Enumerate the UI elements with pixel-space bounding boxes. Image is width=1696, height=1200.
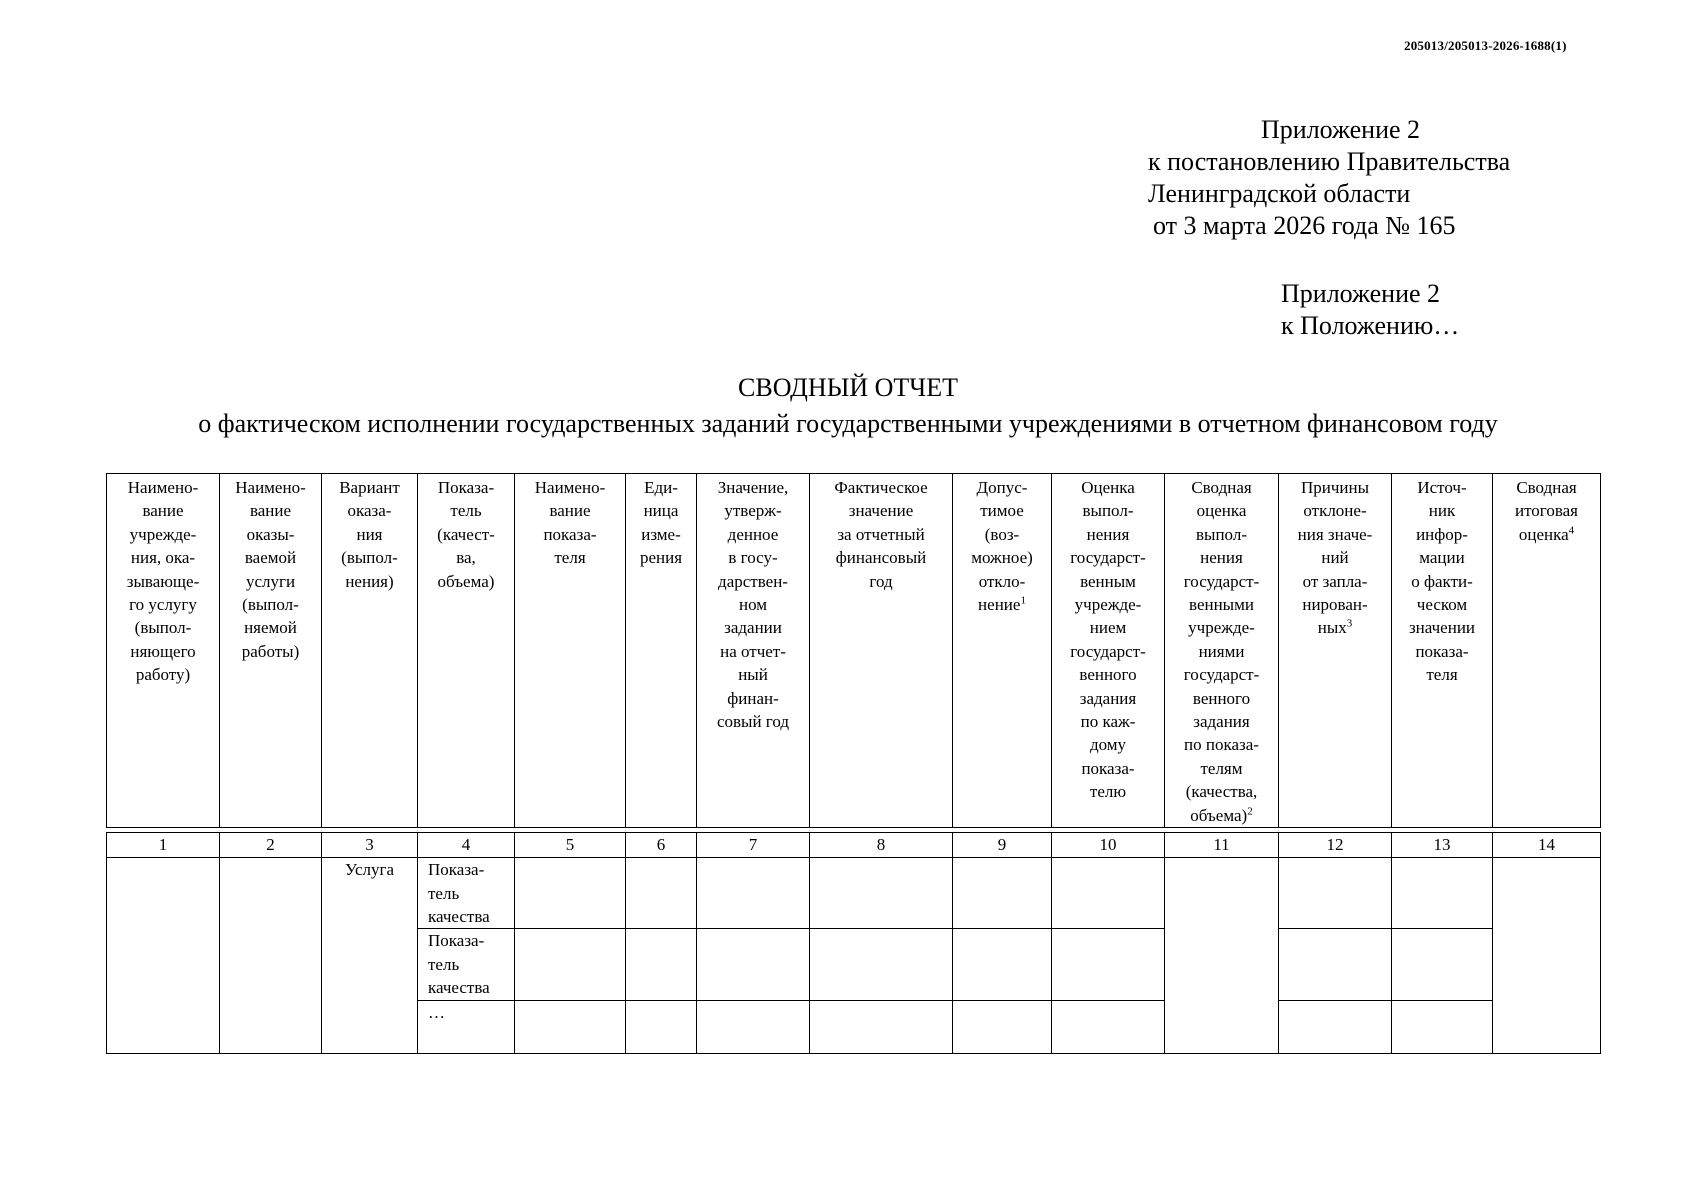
column-number: 13 bbox=[1392, 833, 1493, 858]
data-cell bbox=[1052, 1000, 1165, 1053]
institution-name-cell bbox=[107, 858, 220, 1053]
column-header-text: Сводная итоговая оценка bbox=[1514, 478, 1579, 544]
indicator-type-cell bbox=[418, 929, 515, 1000]
indicator-type-cell bbox=[418, 1000, 515, 1053]
column-number: 4 bbox=[418, 833, 515, 858]
data-cell bbox=[1392, 858, 1493, 929]
data-cell bbox=[697, 858, 810, 929]
variant-label: Услуга bbox=[344, 860, 395, 880]
table-header-row bbox=[107, 474, 1601, 828]
footnote-marker: 2 bbox=[1247, 805, 1253, 818]
column-header-text: Источ- ник инфор- мации о факти- ческом значении показа- теля bbox=[1408, 478, 1476, 685]
column-header bbox=[220, 474, 322, 828]
column-number-row bbox=[107, 833, 1601, 858]
footnote-marker: 3 bbox=[1346, 617, 1353, 630]
service-name-cell bbox=[220, 858, 322, 1053]
table-row bbox=[107, 858, 1601, 929]
column-header bbox=[1052, 474, 1165, 828]
data-cell bbox=[515, 858, 626, 929]
column-number: 7 bbox=[697, 833, 810, 858]
column-header bbox=[810, 474, 953, 828]
appendix-government-block bbox=[1148, 114, 1510, 242]
data-cell bbox=[810, 929, 953, 1000]
column-header-text: Оценка выпол- нения государст- венным учрежде- нием государст- венного задания по каж- дому показа- телю bbox=[1070, 478, 1146, 802]
column-header-text: Наимено- вание учрежде- ния, ока- зывающе- го услугу (выпол- няющего работу) bbox=[126, 478, 200, 685]
indicator-label: Показа- тель качества bbox=[428, 931, 490, 998]
data-cell bbox=[810, 858, 953, 929]
data-cell bbox=[697, 1000, 810, 1053]
data-cell bbox=[626, 929, 697, 1000]
column-number: 9 bbox=[953, 833, 1052, 858]
data-cell bbox=[1052, 929, 1165, 1000]
data-cell bbox=[1279, 1000, 1392, 1053]
appendix-regulation-block bbox=[1281, 278, 1459, 342]
column-header-text: Причины отклоне- ния значе- ний от запла- нирован- ных bbox=[1297, 478, 1373, 638]
footnote-marker: 4 bbox=[1568, 524, 1575, 537]
data-cell bbox=[810, 1000, 953, 1053]
column-number: 6 bbox=[626, 833, 697, 858]
summary-report-table bbox=[106, 473, 1601, 1054]
data-cell bbox=[1279, 858, 1392, 929]
column-header-text: Фактическое значение за отчетный финансовый год bbox=[834, 478, 928, 591]
column-number: 11 bbox=[1165, 833, 1279, 858]
indicator-label: … bbox=[428, 1002, 445, 1022]
data-cell bbox=[1392, 1000, 1493, 1053]
data-cell bbox=[1392, 929, 1493, 1000]
column-header-text: Допус- тимое (воз- можное) откло- нение bbox=[971, 478, 1033, 615]
column-header bbox=[1279, 474, 1392, 828]
column-header bbox=[1493, 474, 1601, 828]
data-cell bbox=[515, 1000, 626, 1053]
column-header-text: Сводная оценка выпол- нения государст- венными учрежде- ниями государст- венного задания по показа- телям (качества, объема) bbox=[1183, 478, 1260, 825]
column-number: 14 bbox=[1493, 833, 1601, 858]
final-evaluation-cell bbox=[1493, 858, 1601, 1053]
column-header bbox=[697, 474, 810, 828]
variant-cell bbox=[322, 858, 418, 1053]
report-subtitle: о фактическом исполнении государственных заданий государственными учреждениями в отчетном финансовом году bbox=[198, 409, 1498, 438]
column-number: 1 bbox=[107, 833, 220, 858]
document-number: 205013/205013-2026-1688(1) bbox=[1404, 38, 1567, 53]
data-cell bbox=[953, 858, 1052, 929]
data-cell bbox=[1279, 929, 1392, 1000]
summary-evaluation-cell bbox=[1165, 858, 1279, 1053]
column-header bbox=[626, 474, 697, 828]
data-cell bbox=[515, 929, 626, 1000]
column-number: 10 bbox=[1052, 833, 1165, 858]
appendix-gov-line: от 3 марта 2026 года № 165 bbox=[1153, 211, 1456, 240]
column-header-text: Показа- тель (качест- ва, объема) bbox=[437, 478, 495, 591]
column-number: 5 bbox=[515, 833, 626, 858]
data-cell bbox=[697, 929, 810, 1000]
column-header bbox=[107, 474, 220, 828]
data-cell bbox=[626, 858, 697, 929]
appendix-gov-line: к постановлению Правительства bbox=[1148, 147, 1511, 176]
data-cell bbox=[953, 929, 1052, 1000]
appendix-reg-line: Приложение 2 bbox=[1281, 279, 1441, 308]
appendix-gov-line: Ленинградской области bbox=[1148, 179, 1411, 208]
column-header-text: Наимено- вание показа- теля bbox=[534, 478, 606, 568]
column-number: 3 bbox=[322, 833, 418, 858]
data-cell bbox=[626, 1000, 697, 1053]
column-number: 8 bbox=[810, 833, 953, 858]
appendix-reg-line: к Положению… bbox=[1281, 311, 1460, 340]
column-number: 2 bbox=[220, 833, 322, 858]
column-header-text: Значение, утверж- денное в госу- дарствен- ном задании на отчет- ный финан- совый год bbox=[716, 478, 790, 732]
indicator-label: Показа- тель качества bbox=[428, 860, 490, 926]
data-cell bbox=[953, 1000, 1052, 1053]
column-number: 12 bbox=[1279, 833, 1392, 858]
column-header bbox=[515, 474, 626, 828]
indicator-type-cell bbox=[418, 858, 515, 929]
column-header bbox=[1392, 474, 1493, 828]
column-header bbox=[322, 474, 418, 828]
column-header bbox=[953, 474, 1052, 828]
appendix-gov-line: Приложение 2 bbox=[1261, 115, 1421, 144]
data-cell bbox=[1052, 858, 1165, 929]
footnote-marker: 1 bbox=[1020, 594, 1026, 607]
column-header bbox=[1165, 474, 1279, 828]
column-header-text: Наимено- вание оказы- ваемой услуги (выпол- няемой работы) bbox=[235, 478, 306, 661]
column-header-text: Еди- ница изме- рения bbox=[639, 478, 683, 568]
report-title: СВОДНЫЙ ОТЧЕТ bbox=[738, 373, 958, 402]
column-header-text: Вариант оказа- ния (выпол- нения) bbox=[339, 478, 400, 591]
column-header bbox=[418, 474, 515, 828]
